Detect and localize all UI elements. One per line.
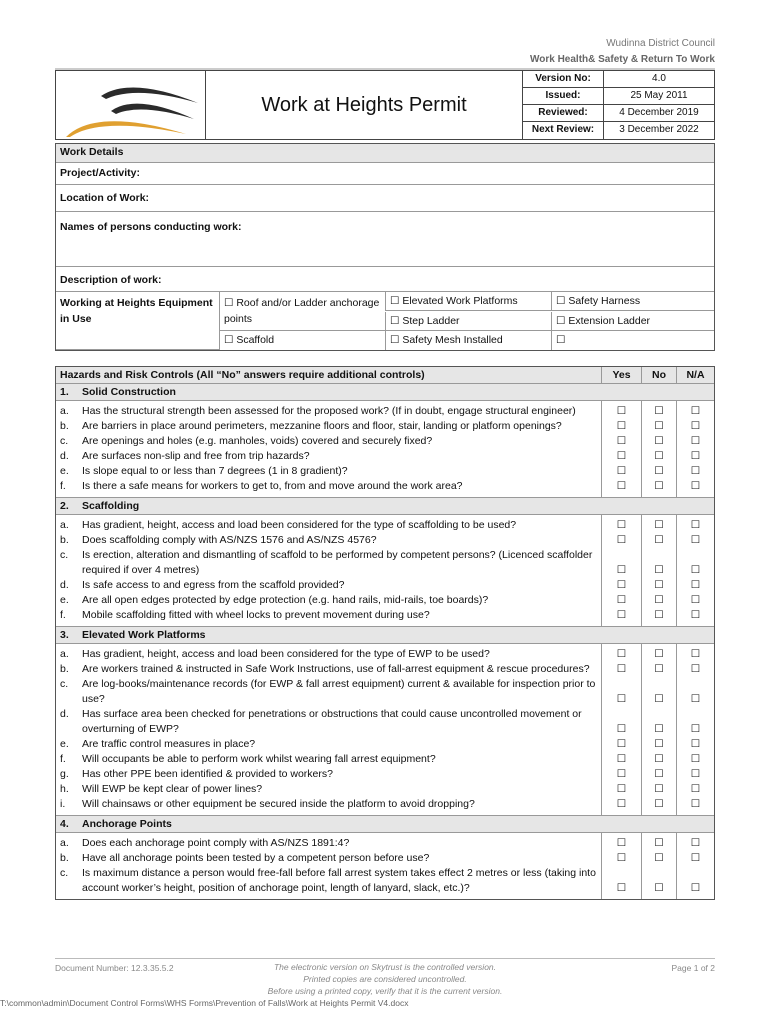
section-header [56, 498, 714, 515]
question-letter: d. [60, 579, 69, 591]
question-text: Has gradient, height, access and load been considered for the type of EWP to be used? [82, 648, 490, 660]
document-header [55, 70, 715, 140]
question-letter: f. [60, 480, 66, 492]
equipment-roof-ladder[interactable]: ☐ Roof and/or Ladder anchorage points [219, 292, 385, 331]
document-number: Document Number: 12.3.35.5.2 [55, 963, 174, 973]
section-title: Elevated Work Platforms [82, 629, 206, 641]
question-item [60, 782, 597, 797]
col-yes: Yes [601, 367, 641, 383]
meta-value: 3 December 2022 [619, 124, 699, 135]
na-checkbox[interactable]: ☐ [690, 480, 701, 492]
question-text: Mobile scaffolding fitted with wheel locks to prevent movement during use? [82, 609, 430, 621]
no-checkbox[interactable]: ☐ [654, 693, 664, 705]
yes-column [601, 401, 641, 497]
question-text: Will occupants be able to perform work whilst wearing fall arrest equipment? [82, 753, 436, 765]
no-checkbox[interactable]: ☐ [654, 450, 664, 462]
na-checkbox[interactable]: ☐ [690, 768, 701, 780]
question-letter: c. [60, 435, 69, 447]
question-item [60, 464, 597, 479]
location-field[interactable]: Location of Work: [56, 185, 714, 212]
question-item [60, 647, 597, 662]
no-column [641, 644, 676, 815]
question-text: Are openings and holes (e.g. manholes, voids) covered and securely fixed? [82, 435, 433, 447]
section-items [56, 644, 714, 816]
yes-checkbox[interactable]: ☐ [616, 435, 627, 447]
question-text: Are surfaces non-slip and free from trip hazards? [82, 450, 310, 462]
meta-value: 4 December 2019 [619, 107, 699, 118]
section-items [56, 401, 714, 498]
council-logo [56, 71, 206, 139]
hazards-heading: Hazards and Risk Controls (All “No” answers require additional controls) [60, 369, 425, 381]
question-text: Has other PPE been identified & provided to workers? [82, 768, 333, 780]
yes-checkbox[interactable]: ☐ [616, 420, 627, 432]
yes-checkbox[interactable]: ☐ [616, 534, 627, 546]
na-checkbox[interactable]: ☐ [690, 594, 701, 606]
yes-checkbox[interactable]: ☐ [616, 783, 627, 795]
question-item [60, 449, 597, 464]
meta-key: Reviewed: [523, 105, 604, 121]
yes-checkbox[interactable]: ☐ [616, 663, 627, 675]
section-items [56, 515, 714, 627]
document-meta [523, 71, 714, 139]
yes-checkbox[interactable]: ☐ [616, 882, 627, 894]
section-number: 4. [60, 818, 69, 830]
question-text: Will EWP be kept clear of power lines? [82, 783, 263, 795]
question-item [60, 533, 597, 548]
no-column [641, 515, 676, 626]
question-letter: g. [60, 768, 69, 780]
question-letter: e. [60, 738, 69, 750]
question-letter: d. [60, 450, 69, 462]
question-letter: a. [60, 519, 69, 531]
question-item [60, 752, 597, 767]
question-text: Is maximum distance a person would free-fall before fall arrest system takes effect 2 metres or less (taking into account worker’s height, position of anchorage point, length of lanyard, slack, etc.)? [82, 867, 596, 894]
section-number: 1. [60, 386, 69, 398]
col-na: N/A [676, 367, 714, 383]
no-checkbox[interactable]: ☐ [654, 435, 664, 447]
question-item [60, 836, 597, 851]
yes-checkbox[interactable]: ☐ [616, 450, 627, 462]
question-letter: f. [60, 609, 66, 621]
question-text: Does scaffolding comply with AS/NZS 1576 and AS/NZS 4576? [82, 534, 377, 546]
question-letter: c. [60, 549, 69, 561]
question-text: Is safe access to and egress from the scaffold provided? [82, 579, 345, 591]
question-letter: b. [60, 420, 69, 432]
file-path: T:\common\admin\Document Control Forms\WHS Forms\Prevention of Falls\Work at Heights Permit V4.docx [0, 998, 409, 1008]
no-column [641, 833, 676, 899]
equipment-other[interactable]: ☐ [551, 331, 714, 350]
project-field[interactable]: Project/Activity: [56, 163, 714, 185]
na-checkbox[interactable]: ☐ [690, 648, 701, 660]
question-letter: e. [60, 465, 69, 477]
question-letter: h. [60, 783, 69, 795]
question-item [60, 737, 597, 752]
na-column [676, 833, 714, 899]
question-letter: a. [60, 648, 69, 660]
col-no: No [641, 367, 676, 383]
question-item [60, 578, 597, 593]
section-header [56, 627, 714, 644]
question-letter: a. [60, 405, 69, 417]
no-column [641, 401, 676, 497]
section-number: 2. [60, 500, 69, 512]
na-checkbox[interactable]: ☐ [690, 465, 701, 477]
no-checkbox[interactable]: ☐ [654, 882, 664, 894]
names-field[interactable]: Names of persons conducting work: [56, 212, 714, 267]
na-checkbox[interactable]: ☐ [690, 405, 701, 417]
question-letter: d. [60, 708, 69, 720]
question-letter: b. [60, 534, 69, 546]
section-title: Anchorage Points [82, 818, 172, 830]
meta-value: 25 May 2011 [630, 90, 688, 101]
question-letter: c. [60, 678, 69, 690]
no-checkbox[interactable]: ☐ [654, 648, 664, 660]
question-item [60, 707, 597, 737]
yes-checkbox[interactable]: ☐ [616, 852, 627, 864]
meta-key: Version No: [523, 71, 604, 87]
na-column [676, 401, 714, 497]
yes-checkbox[interactable]: ☐ [616, 798, 627, 810]
question-item [60, 419, 597, 434]
na-checkbox[interactable]: ☐ [690, 753, 701, 765]
equipment-label: Working at Heights Equipment in Use [56, 292, 219, 350]
equipment-ewp[interactable]: ☐ Elevated Work Platforms [385, 292, 551, 311]
question-text: Has the structural strength been assessed for the proposed work? (If in doubt, engage structural engineer) [82, 405, 576, 417]
question-text: Does each anchorage point comply with AS/NZS 1891:4? [82, 837, 350, 849]
question-item [60, 608, 597, 623]
notice-3: Before using a printed copy, verify that it is the current version. [267, 986, 503, 996]
no-checkbox[interactable]: ☐ [654, 465, 664, 477]
yes-checkbox[interactable]: ☐ [616, 693, 627, 705]
na-checkbox[interactable]: ☐ [690, 738, 701, 750]
question-letter: i. [60, 798, 66, 810]
no-checkbox[interactable]: ☐ [654, 738, 664, 750]
yes-checkbox[interactable]: ☐ [616, 738, 627, 750]
meta-key: Next Review: [523, 122, 604, 139]
org-name: Wudinna District Council [606, 38, 715, 49]
equipment-scaffold[interactable]: ☐ Scaffold [219, 331, 385, 350]
question-text: Are log-books/maintenance records (for EWP & fall arrest equipment) current & available for inspection prior to use? [82, 678, 596, 705]
organization-header [530, 36, 715, 68]
no-checkbox[interactable]: ☐ [654, 609, 664, 621]
section-title: Scaffolding [82, 500, 140, 512]
question-letter: f. [60, 753, 66, 765]
question-letter: a. [60, 837, 69, 849]
meta-row [523, 105, 714, 122]
question-text: Is slope equal to or less than 7 degrees (1 in 8 gradient)? [82, 465, 348, 477]
no-checkbox[interactable]: ☐ [654, 564, 664, 576]
na-checkbox[interactable]: ☐ [690, 420, 701, 432]
no-checkbox[interactable]: ☐ [654, 420, 664, 432]
na-checkbox[interactable]: ☐ [690, 534, 701, 546]
question-item [60, 797, 597, 812]
question-text: Are traffic control measures in place? [82, 738, 256, 750]
question-text: Are barriers in place around perimeters, mezzanine floors and floor, stair, landing or platform openings? [82, 420, 562, 432]
page-footer [0, 958, 715, 1009]
na-checkbox[interactable]: ☐ [690, 783, 701, 795]
no-checkbox[interactable]: ☐ [654, 519, 664, 531]
no-checkbox[interactable]: ☐ [654, 753, 664, 765]
question-letter: c. [60, 867, 69, 879]
meta-row [523, 88, 714, 105]
org-department: Work Health& Safety & Return To Work [529, 54, 715, 65]
question-letter: b. [60, 852, 69, 864]
question-text: Will chainsaws or other equipment be secured inside the platform to avoid dropping? [82, 798, 475, 810]
question-item [60, 677, 597, 707]
equipment-safety-mesh[interactable]: ☐ Safety Mesh Installed [385, 331, 551, 350]
na-checkbox[interactable]: ☐ [690, 564, 701, 576]
question-text: Are workers trained & instructed in Safe Work Instructions, use of fall-arrest equipment & rescue procedures? [82, 663, 590, 675]
work-details-section [55, 143, 715, 351]
question-item [60, 851, 597, 866]
question-text: Is there a safe means for workers to get to, from and move around the work area? [82, 480, 463, 492]
section-items [56, 833, 714, 899]
no-checkbox[interactable]: ☐ [654, 405, 664, 417]
no-checkbox[interactable]: ☐ [654, 783, 664, 795]
no-checkbox[interactable]: ☐ [654, 723, 664, 735]
question-item [60, 593, 597, 608]
page-number: Page 1 of 2 [671, 963, 715, 973]
na-checkbox[interactable]: ☐ [690, 609, 701, 621]
question-item [60, 767, 597, 782]
question-text: Is erection, alteration and dismantling of scaffold to be performed by competent persons? (Licenced scaffolder required if over 4 metres) [82, 549, 593, 576]
meta-row [523, 71, 714, 88]
no-checkbox[interactable]: ☐ [654, 594, 664, 606]
hazards-table [55, 366, 715, 900]
yes-column [601, 833, 641, 899]
page-title: Work at Heights Permit [206, 71, 523, 139]
na-checkbox[interactable]: ☐ [690, 837, 701, 849]
meta-value: 4.0 [652, 73, 666, 84]
yes-column [601, 644, 641, 815]
equipment-grid [56, 292, 714, 350]
question-text: Are all open edges protected by edge protection (e.g. hand rails, mid-rails, toe boards)? [82, 594, 489, 606]
na-column [676, 515, 714, 626]
no-checkbox[interactable]: ☐ [654, 534, 664, 546]
no-checkbox[interactable]: ☐ [654, 579, 664, 591]
na-checkbox[interactable]: ☐ [690, 519, 701, 531]
yes-checkbox[interactable]: ☐ [616, 579, 627, 591]
question-text: Have all anchorage points been tested by a competent person before use? [82, 852, 430, 864]
question-item [60, 479, 597, 494]
question-item [60, 404, 597, 419]
question-item [60, 866, 597, 896]
yes-checkbox[interactable]: ☐ [616, 768, 627, 780]
section-header [56, 384, 714, 401]
yes-checkbox[interactable]: ☐ [616, 519, 627, 531]
na-checkbox[interactable]: ☐ [690, 798, 701, 810]
no-checkbox[interactable]: ☐ [654, 852, 664, 864]
equipment-step-ladder[interactable]: ☐ Step Ladder [385, 312, 551, 331]
na-checkbox[interactable]: ☐ [690, 882, 701, 894]
question-letter: e. [60, 594, 69, 606]
no-checkbox[interactable]: ☐ [654, 798, 664, 810]
yes-checkbox[interactable]: ☐ [616, 609, 627, 621]
meta-key: Issued: [523, 88, 604, 104]
na-checkbox[interactable]: ☐ [690, 435, 701, 447]
yes-checkbox[interactable]: ☐ [616, 594, 627, 606]
na-checkbox[interactable]: ☐ [690, 450, 701, 462]
description-field[interactable]: Description of work: [56, 267, 714, 292]
yes-checkbox[interactable]: ☐ [616, 753, 627, 765]
yes-checkbox[interactable]: ☐ [616, 480, 627, 492]
yes-checkbox[interactable]: ☐ [616, 648, 627, 660]
meta-row [523, 122, 714, 139]
yes-checkbox[interactable]: ☐ [616, 465, 627, 477]
hazards-header-row [56, 367, 714, 384]
no-checkbox[interactable]: ☐ [654, 768, 664, 780]
yes-checkbox[interactable]: ☐ [616, 564, 627, 576]
na-checkbox[interactable]: ☐ [690, 663, 701, 675]
na-checkbox[interactable]: ☐ [690, 852, 701, 864]
na-checkbox[interactable]: ☐ [690, 693, 701, 705]
na-checkbox[interactable]: ☐ [690, 723, 701, 735]
equipment-safety-harness[interactable]: ☐ Safety Harness [551, 292, 714, 311]
na-checkbox[interactable]: ☐ [690, 579, 701, 591]
question-text: Has gradient, height, access and load been considered for the type of scaffolding to be used? [82, 519, 517, 531]
question-item [60, 518, 597, 533]
yes-checkbox[interactable]: ☐ [616, 405, 627, 417]
work-details-heading: Work Details [56, 144, 714, 163]
no-checkbox[interactable]: ☐ [654, 663, 664, 675]
yes-checkbox[interactable]: ☐ [616, 837, 627, 849]
no-checkbox[interactable]: ☐ [654, 480, 664, 492]
notice-2: Printed copies are considered uncontrolled. [303, 974, 467, 984]
question-text: Has surface area been checked for penetrations or obstructions that could cause uncontrolled movement or overturning of EWP? [82, 708, 582, 735]
section-header [56, 816, 714, 833]
yes-checkbox[interactable]: ☐ [616, 723, 627, 735]
section-title: Solid Construction [82, 386, 176, 398]
no-checkbox[interactable]: ☐ [654, 837, 664, 849]
na-column [676, 644, 714, 815]
yes-column [601, 515, 641, 626]
question-item [60, 434, 597, 449]
question-item [60, 548, 597, 578]
question-letter: b. [60, 663, 69, 675]
question-item [60, 662, 597, 677]
equipment-extension-ladder[interactable]: ☐ Extension Ladder [551, 312, 714, 331]
section-number: 3. [60, 629, 69, 641]
notice-1: The electronic version on Skytrust is the controlled version. [273, 962, 497, 972]
